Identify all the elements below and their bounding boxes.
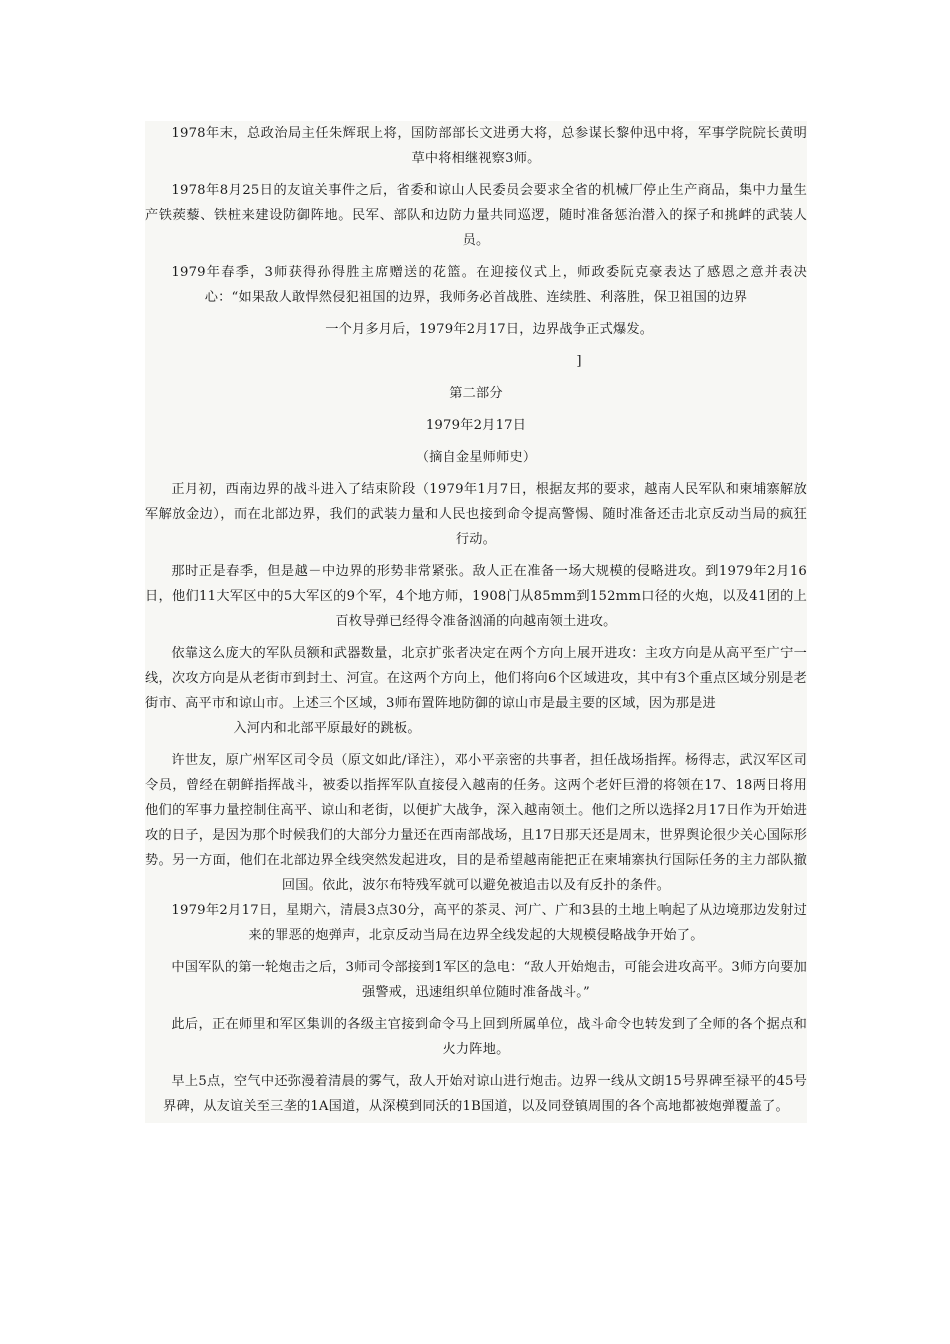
- paragraph-war-begins: 一个月多月后，1979年2月17日，边界战争正式爆发。: [325, 322, 654, 337]
- document-body: [145, 121, 807, 1123]
- paragraph-attack-directions-tail: 入河内和北部平原最好的跳板。: [233, 721, 421, 736]
- paragraph-lang-son-shelling: 早上5点，空气中还弥漫着清晨的雾气，敌人开始对谅山进行炮击。边界一线从文朗15号界碑至禄平的45号界碑，从友谊关至三垄的1A国道，从深模到同沃的1B国道，以及同登镇周围的各个高地都被炮弹覆盖了。: [163, 1074, 807, 1114]
- paragraph-friendship-pass-incident: 1978年8月25日的友谊关事件之后，省委和谅山人民委员会要求全省的机械厂停止生产商品，集中力量生产铁蒺藜、铁桩来建设防御阵地。民军、部队和边防力量共同巡逻，随时准备惩治潜入的探子和挑衅的武装人员。: [145, 183, 807, 248]
- paragraph-feb-17: 1979年2月17日，星期六，清晨3点30分，高平的茶灵、河广、广和3县的土地上响起了从边境那边发射过来的罪恶的炮弹声，北京反动当局在边界全线发起的大规模侵略战争开始了。: [171, 903, 807, 943]
- paragraph-attack-directions-main: 依靠这么庞大的军队员额和武器数量，北京扩张者决定在两个方向上展开进攻：主攻方向是从高平至广宁一线，次攻方向是从老街市到封土、河宣。在这两个方向上，他们将向6个区域进攻，其中有3个重点区域分别是老街市、高平市和谅山市。上述三个区域，3师布置阵地防御的谅山市是最主要的区域，因为那是进: [145, 646, 807, 711]
- paragraph-border-tension: 那时正是春季，但是越－中边界的形势非常紧张。敌人正在准备一场大规模的侵略进攻。到1979年2月16日，他们11大军区中的5大军区的9个军，4个地方师，1908门从85mm到152mm口径的火炮，以及41团的上百枚导弹已经得令准备汹涌的向越南领土进攻。: [145, 564, 807, 629]
- section-date: 1979年2月17日: [425, 418, 527, 433]
- section-title: 第二部分: [449, 386, 503, 401]
- paragraph-first-barrage: 中国军队的第一轮炮击之后，3师司令部接到1军区的急电：“敌人开始炮击，可能会进攻高平。3师方向要加强警戒，迅速组织单位随时准备战斗。”: [171, 960, 807, 1000]
- paragraph-inspection: 1978年末，总政治局主任朱辉珉上将，国防部部长文进勇大将，总参谋长黎仲迅中将，军事学院院长黄明草中将相继视察3师。: [171, 126, 807, 166]
- section-source: （摘自金星师师史）: [415, 450, 537, 465]
- stray-bracket: ]: [576, 354, 582, 369]
- paragraph-southwest-border: 正月初，西南边界的战斗进入了结束阶段（1979年1月7日，根据友邦的要求，越南人民军队和柬埔寨解放军解放金边），而在北部边界，我们的武装力量和人民也接到命令提高警惕、随时准备还击北京反动当局的疯狂行动。: [145, 482, 807, 547]
- paragraph-commanders: 许世友，原广州军区司令员（原文如此/译注），邓小平亲密的共事者，担任战场指挥。杨得志，武汉军区司令员，曾经在朝鲜指挥战斗，被委以指挥军队直接侵入越南的任务。这两个老奸巨滑的将领在17、18两日将用他们的军事力量控制住高平、谅山和老街，以便扩大战争，深入越南领土。他们之所以选择2月17日作为开始进攻的日子，是因为那个时候我们的大部分力量还在西南部战场，且17日那天还是周末，世界舆论很少关心国际形势。另一方面，他们在北部边界全线突然发起进攻，目的是希望越南能把正在柬埔寨执行国际任务的主力部队撤回国。依此，波尔布特残军就可以避免被追击以及有反扑的条件。: [145, 753, 807, 893]
- paragraph-commanders-return: 此后，正在师里和军区集训的各级主官接到命令马上回到所属单位，战斗命令也转发到了全师的各个据点和火力阵地。: [171, 1017, 807, 1057]
- paragraph-attack-directions: [145, 641, 807, 741]
- paragraph-spring-1979: 1979年春季，3师获得孙得胜主席赠送的花篮。在迎接仪式上，师政委阮克豪表达了感恩之意并表决心：“如果敌人敢悍然侵犯祖国的边界，我师务必首战胜、连续胜、利落胜，保卫祖国的边界: [171, 265, 807, 305]
